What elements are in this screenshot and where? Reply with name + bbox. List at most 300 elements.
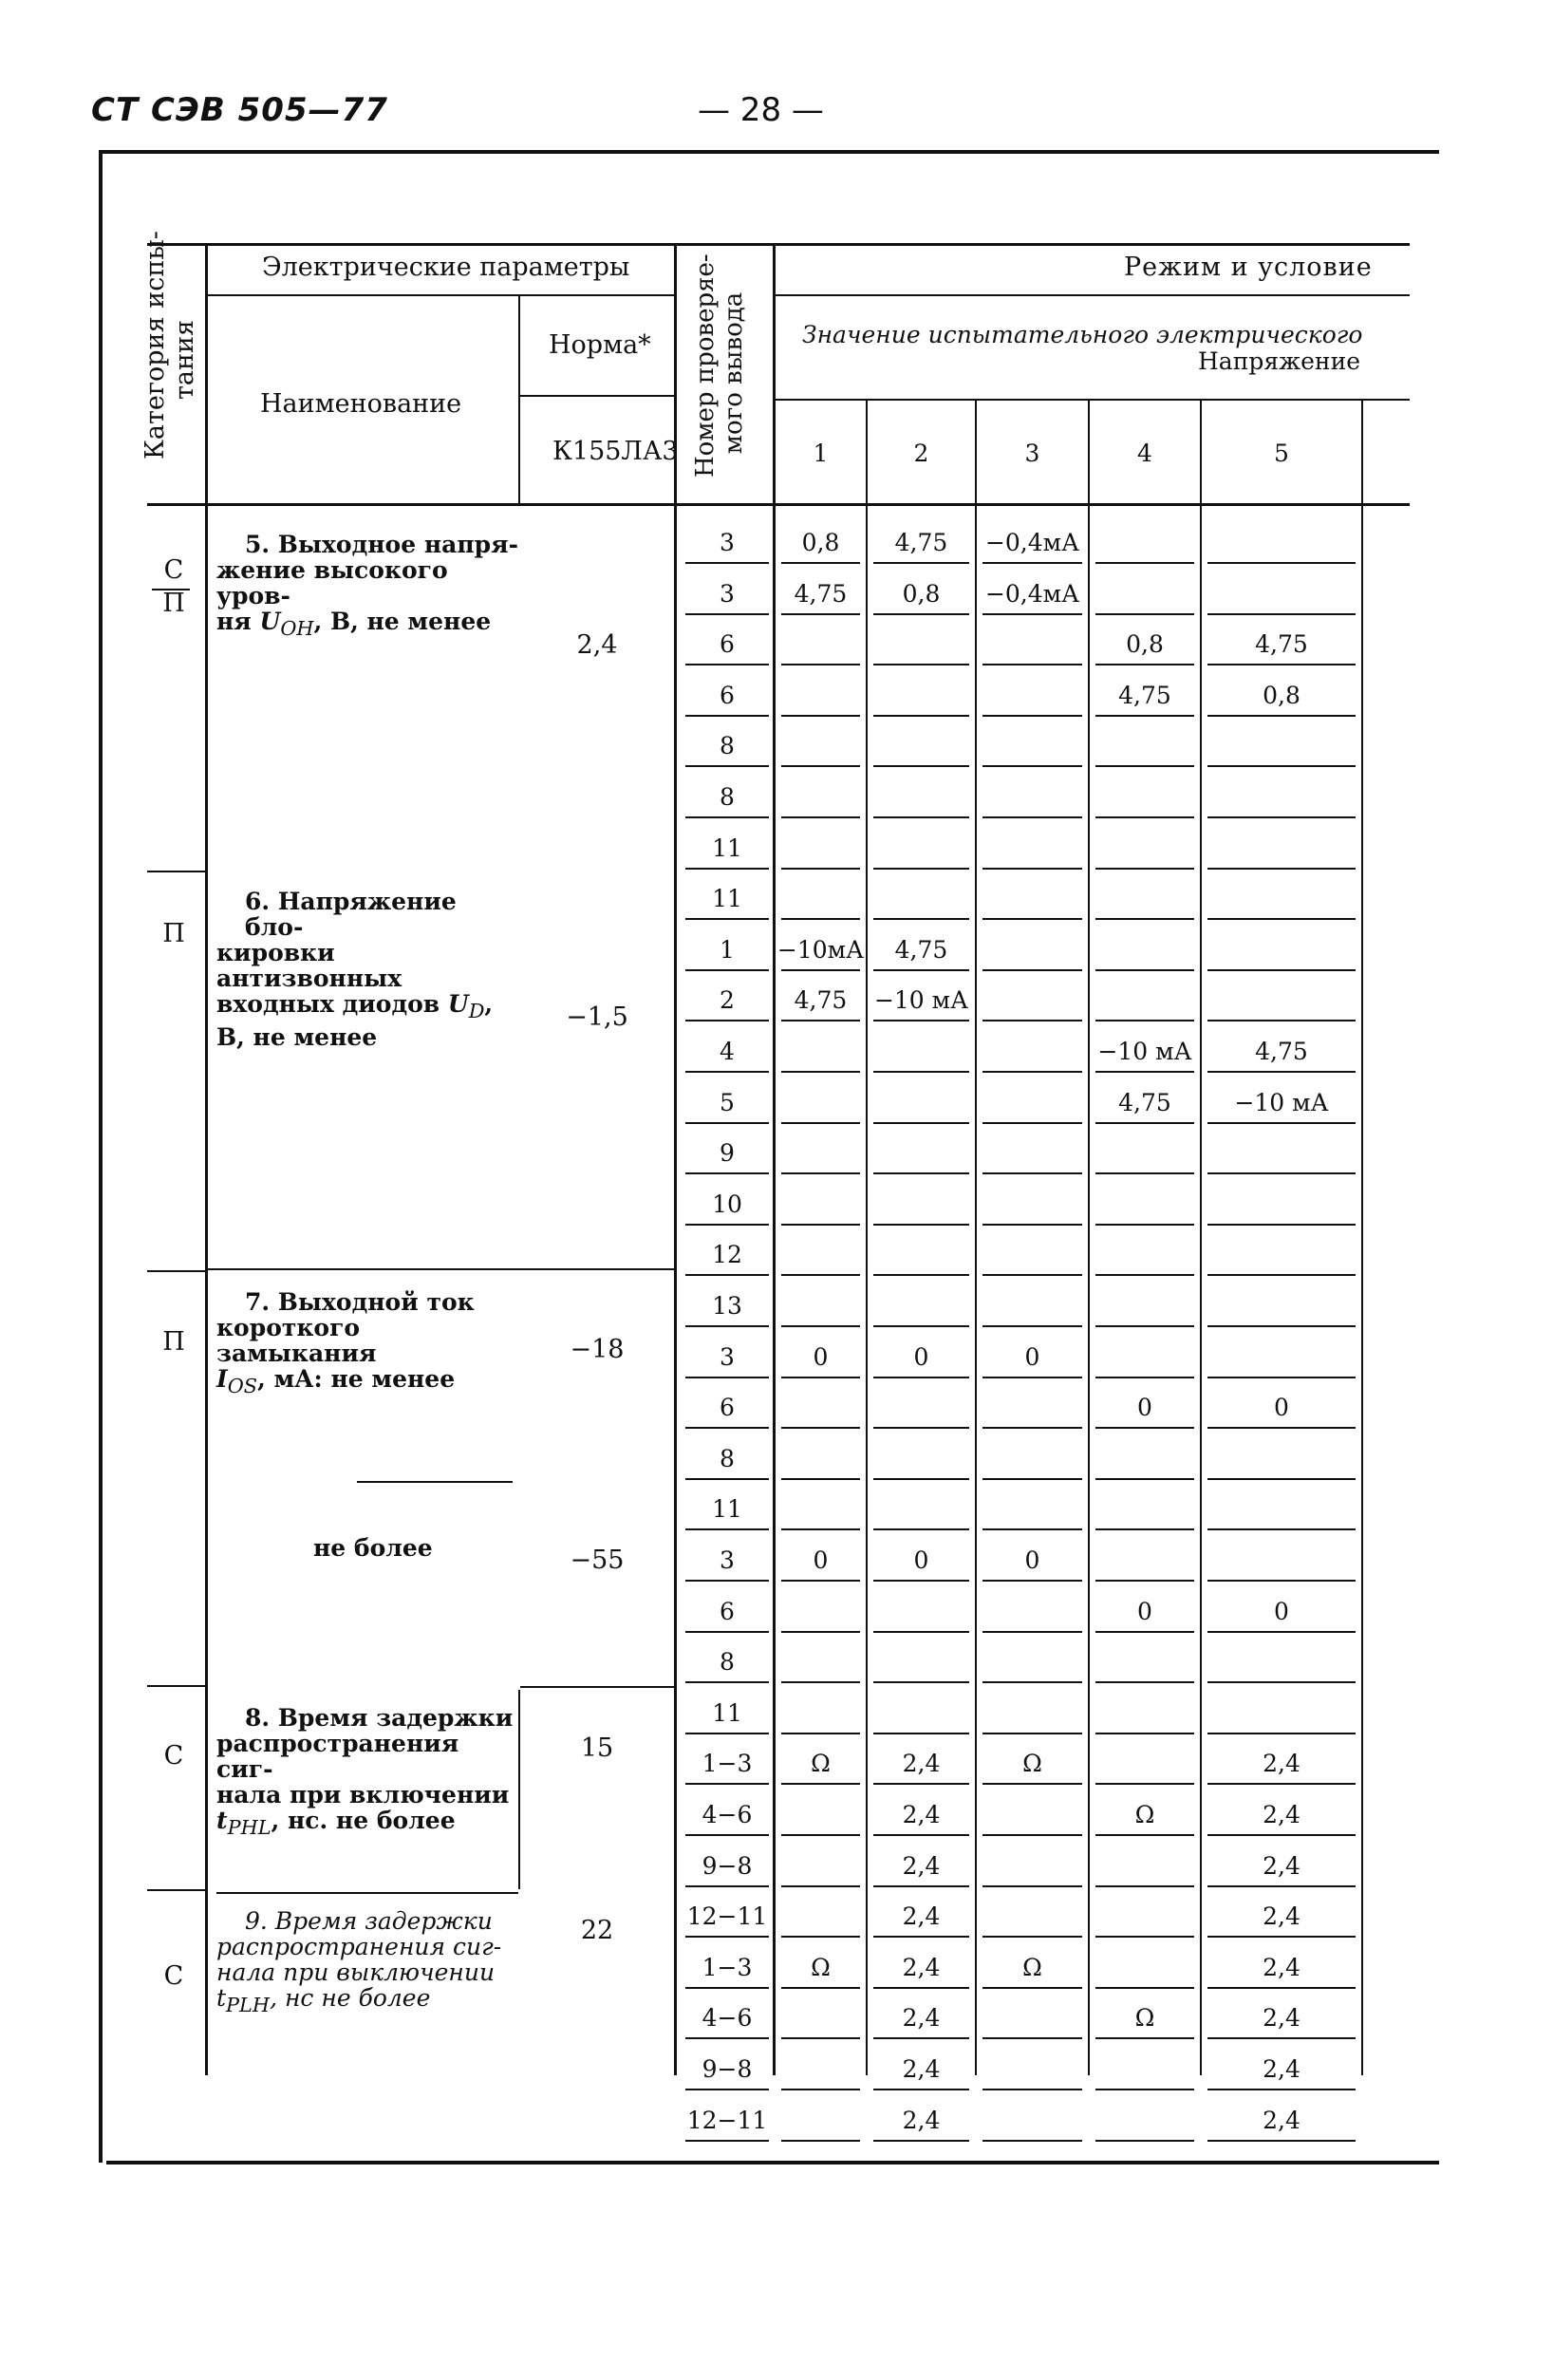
cell-col-3	[977, 671, 1088, 721]
cell-underline	[781, 1020, 860, 1021]
cell-col-3	[977, 1230, 1088, 1280]
cell-col-5: 2,4	[1263, 1902, 1300, 1930]
pin-number: 12−11	[686, 2107, 768, 2134]
cell-underline	[982, 1834, 1082, 1836]
cell-underline	[873, 969, 969, 971]
cell-underline	[1207, 1681, 1356, 1683]
pin-underline	[685, 562, 769, 564]
pin-underline	[685, 969, 769, 971]
cell-underline	[873, 613, 969, 615]
cell-col-2: 2,4	[902, 1750, 941, 1777]
cell-col-1	[776, 1027, 866, 1077]
pin-underline	[685, 1071, 769, 1073]
cell-underline	[1095, 613, 1194, 615]
cell-underline	[1207, 1274, 1356, 1276]
cell-col-4	[1090, 1638, 1200, 1687]
cell-underline	[781, 1172, 860, 1174]
cell-col-4	[1090, 1842, 1200, 1891]
cell-underline	[873, 1274, 969, 1276]
section-sep-9	[216, 1892, 518, 1894]
pin-number: 4	[720, 1038, 735, 1065]
cell-underline	[781, 1427, 860, 1429]
cell-col-3	[977, 1689, 1088, 1738]
section-sep-7	[207, 1268, 674, 1270]
cell-col-1	[776, 1180, 866, 1229]
norm-s7-max: −55	[570, 1546, 625, 1575]
cell-underline	[781, 918, 860, 920]
cell-col-1	[776, 1892, 866, 1941]
cell-underline	[873, 1020, 969, 1021]
norm-s5: 2,4	[576, 630, 618, 660]
cell-underline	[982, 969, 1082, 971]
cell-col-1	[776, 2096, 866, 2146]
cell-col-2	[868, 1434, 975, 1484]
cell-col-3	[977, 1180, 1088, 1229]
cell-underline	[1095, 1172, 1194, 1174]
cell-col-1: 0,8	[801, 529, 840, 556]
cell-underline	[873, 1122, 969, 1124]
cell-col-1	[776, 824, 866, 873]
pin-number: 6	[720, 682, 735, 709]
cell-underline	[1207, 1478, 1356, 1480]
cell-col-2: 2,4	[902, 2004, 941, 2032]
cell-col-4	[1090, 874, 1200, 924]
cell-col-3	[977, 976, 1088, 1025]
cell-col-4	[1090, 1129, 1200, 1178]
pin-underline	[685, 1885, 769, 1887]
cell-underline	[781, 1783, 860, 1785]
frame-bottom-line	[106, 2161, 1439, 2164]
cell-col-1	[776, 721, 866, 771]
cell-underline	[1207, 664, 1356, 665]
cell-underline	[873, 765, 969, 767]
cell-col-5: 0,8	[1263, 682, 1300, 709]
cell-col-4: 0	[1137, 1394, 1152, 1421]
cell-col-5: 4,75	[1255, 1038, 1308, 1065]
cell-col-1: Ω	[811, 1954, 831, 1981]
pin-number: 4−6	[702, 1801, 753, 1828]
cell-col-5	[1202, 1434, 1361, 1484]
cell-underline	[873, 1936, 969, 1938]
cell-underline	[1207, 918, 1356, 920]
header-electrical-params: Электрические параметры	[262, 253, 630, 282]
cell-col-1	[776, 874, 866, 924]
cell-underline	[873, 1071, 969, 1073]
pin-underline	[685, 1274, 769, 1276]
cell-col-2	[868, 874, 975, 924]
cell-col-2	[868, 1078, 975, 1128]
pin-number: 9	[720, 1139, 735, 1167]
cell-col-5: 2,4	[1263, 1750, 1300, 1777]
category-s9: С	[163, 1961, 184, 1991]
header-name: Наименование	[260, 389, 462, 419]
pin-underline	[685, 1224, 769, 1226]
cell-col-4	[1090, 926, 1200, 975]
cell-col-1: Ω	[811, 1750, 831, 1777]
desc-s8: 8. Время задержки распространения сиг- нала при включении $t_{PHL}$, нс. не более	[216, 1704, 514, 1839]
header-mode: Режим и условие	[1124, 253, 1373, 282]
cell-col-5	[1202, 1129, 1361, 1178]
cell-underline	[982, 1783, 1082, 1785]
cell-underline	[982, 1580, 1082, 1582]
cell-underline	[873, 664, 969, 665]
pin-underline	[685, 868, 769, 870]
category-s5-bottom: П	[162, 589, 185, 618]
pin-underline	[685, 1478, 769, 1480]
cell-col-1	[776, 1689, 866, 1738]
cell-underline	[1095, 1020, 1194, 1021]
cell-underline	[873, 1631, 969, 1633]
cell-col-1	[776, 1282, 866, 1331]
cell-col-3	[977, 1485, 1088, 1534]
cell-col-2	[868, 1282, 975, 1331]
cell-underline	[1207, 2089, 1356, 2090]
cell-col-2: 0,8	[902, 580, 941, 608]
cell-col-4: 4,75	[1118, 1089, 1171, 1116]
pin-number: 9−8	[702, 1852, 753, 1880]
pin-underline	[685, 2089, 769, 2090]
cell-underline	[1095, 1885, 1194, 1887]
cell-underline	[873, 2089, 969, 2090]
pin-number: 6	[720, 630, 735, 658]
pin-number: 6	[720, 1394, 735, 1421]
pin-underline	[685, 715, 769, 717]
cell-underline	[982, 868, 1082, 870]
cell-underline	[873, 562, 969, 564]
cell-col-1: 0	[813, 1546, 829, 1574]
cell-col-2: 2,4	[902, 1902, 941, 1930]
cell-underline	[781, 765, 860, 767]
cell-col-5	[1202, 824, 1361, 873]
cell-col-2: 2,4	[902, 1954, 941, 1981]
cell-underline	[1207, 1987, 1356, 1989]
cell-col-3	[977, 874, 1088, 924]
norm-s6: −1,5	[566, 1003, 628, 1032]
cell-underline	[1095, 1987, 1194, 1989]
cell-underline	[1207, 2037, 1356, 2039]
cell-underline	[1207, 2140, 1356, 2142]
cell-underline	[982, 1478, 1082, 1480]
cell-col-3	[977, 1129, 1088, 1178]
cell-col-2	[868, 1383, 975, 1433]
pin-underline	[685, 664, 769, 665]
pin-underline	[685, 1325, 769, 1327]
cell-underline	[1095, 1224, 1194, 1226]
cell-underline	[873, 868, 969, 870]
pin-underline	[685, 1733, 769, 1734]
cell-underline	[781, 2089, 860, 2090]
cell-col-4: −10 мА	[1097, 1038, 1192, 1065]
header-col-4: 4	[1137, 440, 1152, 467]
cell-col-4: 0	[1137, 1598, 1152, 1625]
cell-col-3	[977, 2045, 1088, 2094]
header-norm-type: К155ЛА3	[552, 437, 679, 466]
cell-underline	[1207, 1528, 1356, 1530]
cell-col-1	[776, 671, 866, 721]
cell-underline	[873, 1733, 969, 1734]
cell-col-2: 2,4	[902, 1801, 941, 1828]
pin-number: 11	[712, 834, 742, 862]
cell-underline	[1207, 1325, 1356, 1327]
cell-underline	[873, 1987, 969, 1989]
pin-number: 8	[720, 1445, 735, 1472]
cell-underline	[1207, 1224, 1356, 1226]
cell-underline	[781, 1681, 860, 1683]
cell-col-4	[1090, 2096, 1200, 2146]
col-sep-category	[205, 243, 208, 2075]
cell-underline	[781, 1528, 860, 1530]
cell-underline	[873, 1885, 969, 1887]
cell-underline	[1095, 816, 1194, 818]
cell-col-2: −10 мА	[873, 986, 969, 1014]
cell-col-5	[1202, 1180, 1361, 1229]
cell-col-4	[1090, 518, 1200, 568]
cell-col-3	[977, 721, 1088, 771]
cell-underline	[873, 816, 969, 818]
cell-underline	[1095, 868, 1194, 870]
cell-col-4	[1090, 721, 1200, 771]
cell-col-4: 0,8	[1126, 630, 1164, 658]
cell-col-1	[776, 1230, 866, 1280]
category-s7: П	[162, 1327, 185, 1357]
col-sep-name-s8	[518, 1690, 520, 1889]
pin-underline	[685, 918, 769, 920]
pin-number: 10	[712, 1190, 742, 1218]
cell-col-1: 4,75	[794, 986, 848, 1014]
cell-underline	[781, 1580, 860, 1582]
cell-underline	[982, 1122, 1082, 1124]
desc-s6: 6. Напряжение бло- кировки антизвонных входных диодов $U_D$, В, не менее	[216, 888, 494, 1051]
norm-sub-rule	[520, 395, 674, 397]
cell-col-4	[1090, 1485, 1200, 1534]
cell-underline	[982, 1936, 1082, 1938]
cell-col-3: Ω	[1022, 1954, 1042, 1981]
cell-underline	[982, 1274, 1082, 1276]
cell-underline	[1207, 1885, 1356, 1887]
cell-col-3	[977, 1842, 1088, 1891]
page-number: — 28 —	[698, 91, 824, 129]
cell-underline	[873, 1478, 969, 1480]
header-bottom-rule	[147, 503, 1410, 506]
params-sub-rule	[207, 294, 674, 296]
cell-underline	[781, 969, 860, 971]
header-value-line1: Значение испытательного электрического	[802, 321, 1363, 348]
pin-underline	[685, 1377, 769, 1378]
section-sep-7b	[357, 1481, 513, 1483]
cell-col-4	[1090, 1739, 1200, 1789]
cell-underline	[982, 1071, 1082, 1073]
frame-top-line	[99, 150, 1439, 154]
cell-underline	[1095, 1274, 1194, 1276]
cell-col-3	[977, 620, 1088, 669]
pin-number: 3	[720, 580, 735, 608]
pin-underline	[685, 765, 769, 767]
cell-underline	[781, 1122, 860, 1124]
cell-underline	[781, 613, 860, 615]
cell-underline	[781, 868, 860, 870]
cell-underline	[982, 1733, 1082, 1734]
pin-number: 9−8	[702, 2055, 753, 2083]
cell-underline	[1095, 1427, 1194, 1429]
cell-underline	[1095, 2089, 1194, 2090]
cell-col-1	[776, 1587, 866, 1637]
cell-col-2: 2,4	[902, 1852, 941, 1880]
cell-col-1	[776, 1078, 866, 1128]
cat-sep-1	[147, 871, 206, 872]
pin-number: 11	[712, 1699, 742, 1727]
pin-underline	[685, 1783, 769, 1785]
cell-col-1	[776, 1485, 866, 1534]
cell-col-5: 2,4	[1263, 2004, 1300, 2032]
cell-col-5	[1202, 518, 1361, 568]
cell-underline	[781, 664, 860, 665]
cell-col-3: Ω	[1022, 1750, 1042, 1777]
cell-col-3	[977, 2096, 1088, 2146]
cell-col-4	[1090, 976, 1200, 1025]
cell-col-5	[1202, 926, 1361, 975]
cell-col-3	[977, 824, 1088, 873]
cell-col-2	[868, 1230, 975, 1280]
cell-col-4	[1090, 773, 1200, 822]
cell-underline	[781, 562, 860, 564]
cell-underline	[781, 1071, 860, 1073]
cell-underline	[982, 1528, 1082, 1530]
cell-col-4	[1090, 824, 1200, 873]
cell-underline	[781, 1987, 860, 1989]
cell-underline	[982, 918, 1082, 920]
cell-underline	[781, 1733, 860, 1734]
pin-number: 11	[712, 885, 742, 912]
pin-number: 3	[720, 529, 735, 556]
cell-underline	[982, 765, 1082, 767]
cell-underline	[1207, 1427, 1356, 1429]
cell-col-5	[1202, 1333, 1361, 1382]
cell-underline	[1095, 1580, 1194, 1582]
norm-s9: 22	[580, 1916, 614, 1945]
cell-col-5	[1202, 874, 1361, 924]
cell-col-2	[868, 1485, 975, 1534]
cell-col-4	[1090, 1282, 1200, 1331]
cell-underline	[1207, 1071, 1356, 1073]
cell-col-5	[1202, 570, 1361, 619]
cell-underline	[873, 1528, 969, 1530]
cell-col-5: 2,4	[1263, 2055, 1300, 2083]
cell-underline	[1207, 765, 1356, 767]
col-sep-v5	[1361, 399, 1363, 2075]
cell-col-4	[1090, 1180, 1200, 1229]
cell-col-5	[1202, 1282, 1361, 1331]
cell-col-4: Ω	[1134, 1801, 1155, 1828]
cell-col-5	[1202, 773, 1361, 822]
cell-underline	[1095, 1122, 1194, 1124]
pin-number: 2	[720, 986, 735, 1014]
cell-col-1	[776, 1638, 866, 1687]
cell-underline	[1207, 1172, 1356, 1174]
cell-underline	[1095, 1631, 1194, 1633]
cell-col-3	[977, 1383, 1088, 1433]
cell-underline	[1207, 1783, 1356, 1785]
cell-col-2	[868, 824, 975, 873]
pin-underline	[685, 1936, 769, 1938]
cell-underline	[781, 1325, 860, 1327]
cell-col-1	[776, 1994, 866, 2043]
cell-underline	[873, 1783, 969, 1785]
header-col-3: 3	[1024, 440, 1040, 467]
cat-sep-2	[147, 1270, 206, 1272]
cell-underline	[982, 1224, 1082, 1226]
desc-s5: 5. Выходное напря- жение высокого уров- ня $U_{OH}$, В, не менее	[216, 531, 518, 640]
cell-underline	[781, 2140, 860, 2142]
col-sep-pin-left	[674, 243, 677, 2075]
cell-underline	[1095, 1733, 1194, 1734]
cell-underline	[781, 1936, 860, 1938]
pin-underline	[685, 1834, 769, 1836]
cell-col-3	[977, 1994, 1088, 2043]
cell-underline	[1207, 1580, 1356, 1582]
header-col-1: 1	[813, 440, 829, 467]
pin-underline	[685, 1631, 769, 1633]
pin-underline	[685, 1987, 769, 1989]
cell-col-1	[776, 1790, 866, 1840]
cell-col-3	[977, 1434, 1088, 1484]
pin-underline	[685, 1580, 769, 1582]
pin-number: 1−3	[702, 1750, 753, 1777]
cell-col-3: 0	[1024, 1343, 1040, 1371]
cell-underline	[1095, 1783, 1194, 1785]
cell-underline	[1095, 1071, 1194, 1073]
cat-sep-3	[147, 1685, 206, 1687]
category-s5-top: С	[163, 555, 184, 585]
cell-underline	[1207, 1020, 1356, 1021]
cell-col-5: 2,4	[1263, 1801, 1300, 1828]
pin-number: 6	[720, 1598, 735, 1625]
pin-number: 1	[720, 936, 735, 964]
cell-underline	[781, 1224, 860, 1226]
pin-number: 12−11	[686, 1902, 768, 1930]
cell-underline	[781, 1478, 860, 1480]
cell-underline	[781, 1885, 860, 1887]
cell-underline	[1095, 1528, 1194, 1530]
cell-col-5	[1202, 976, 1361, 1025]
cell-underline	[873, 715, 969, 717]
cell-col-1	[776, 1842, 866, 1891]
norm-sep-8	[520, 1686, 674, 1688]
header-pin-number: Номер проверяе- мого вывода	[691, 253, 748, 478]
pin-number: 8	[720, 1648, 735, 1676]
cell-col-1	[776, 1383, 866, 1433]
cell-underline	[982, 1681, 1082, 1683]
cell-col-2: 2,4	[902, 2055, 941, 2083]
cell-col-1: 4,75	[794, 580, 848, 608]
cell-col-4	[1090, 1434, 1200, 1484]
pin-number: 4−6	[702, 2004, 753, 2032]
cell-underline	[1207, 1377, 1356, 1378]
pin-underline	[685, 1427, 769, 1429]
cell-underline	[1095, 1936, 1194, 1938]
cell-underline	[982, 664, 1082, 665]
cell-col-2	[868, 1587, 975, 1637]
cell-underline	[1095, 2037, 1194, 2039]
cell-col-3	[977, 1638, 1088, 1687]
desc-s7-max: не более	[313, 1534, 433, 1562]
value-sub-rule	[775, 399, 1410, 401]
cell-underline	[982, 816, 1082, 818]
cell-underline	[1095, 1834, 1194, 1836]
cell-col-2: 0	[913, 1343, 929, 1371]
cell-col-4	[1090, 1230, 1200, 1280]
pin-number: 5	[720, 1089, 735, 1116]
cell-col-1: 0	[813, 1343, 829, 1371]
